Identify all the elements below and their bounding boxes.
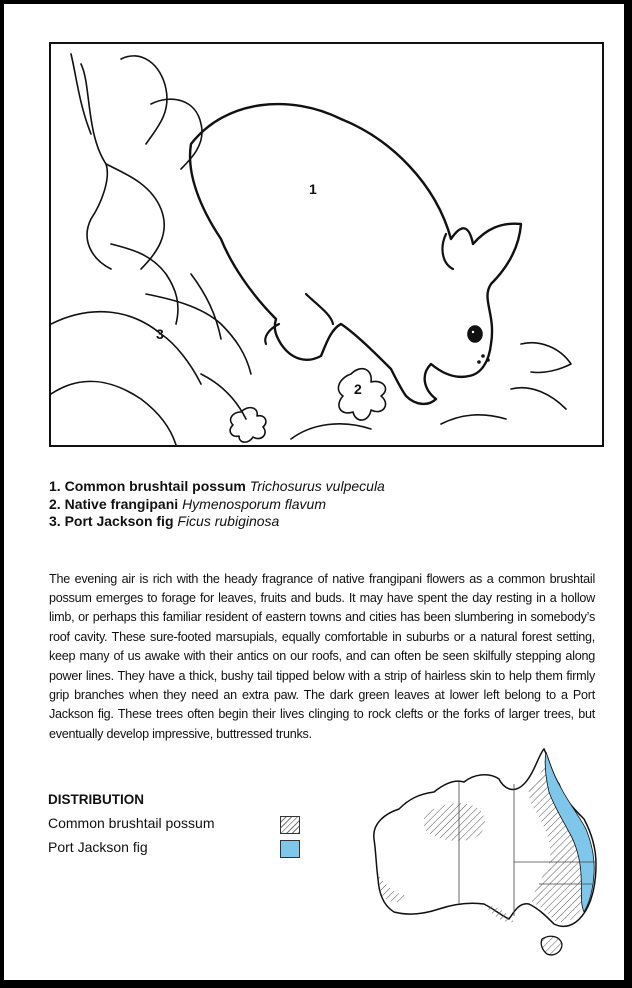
coloring-illustration bbox=[49, 42, 604, 447]
footer-strip bbox=[0, 980, 632, 988]
callout-1: 1 bbox=[309, 181, 317, 197]
callout-2: 2 bbox=[354, 381, 362, 397]
species-latin-name: Hymenosporum flavum bbox=[182, 495, 326, 512]
legend-label: Port Jackson fig bbox=[48, 839, 148, 855]
species-item bbox=[49, 478, 385, 496]
species-common-name: Native frangipani bbox=[64, 495, 179, 512]
legend-item-possum bbox=[48, 815, 215, 831]
species-number: 3. bbox=[49, 513, 61, 529]
legend-label: Common brushtail possum bbox=[48, 815, 215, 831]
species-list bbox=[49, 478, 385, 531]
legend-item-fig bbox=[48, 839, 148, 855]
species-common-name: Port Jackson fig bbox=[64, 513, 174, 529]
callout-3: 3 bbox=[156, 326, 164, 342]
species-number: 1. bbox=[49, 478, 61, 494]
species-number: 2. bbox=[49, 495, 61, 512]
hatched-swatch-icon bbox=[280, 816, 300, 834]
description-paragraph: The evening air is rich with the heady fragrance of native frangipani flowers as a common brushtail possum emerges to forage for leaves, fruits and buds. It may have spent the day resting in a hollow limb, or perhaps this familiar resident of eastern towns and cities has been slumbering in somebody’s roof cavity. These sure-footed marsupials, equally comfortable in suburbs or a natural forest setting, keep many of us awake with their antics on our roofs, and can often be seen skilfully stepping along power lines. They have a thick, bushy tail tipped below with a strip of hairless skin to help them firmly grip branches when they need an extra paw. The dark green leaves at lower left belong to a Port Jackson fig. These trees often begin their lives clinging to rock clefts or the forks of larger trees, but eventually develop impressive, buttressed trunks. bbox=[49, 571, 595, 741]
australia-map bbox=[364, 744, 604, 959]
blue-swatch-icon bbox=[280, 840, 300, 858]
page bbox=[4, 4, 624, 981]
species-item bbox=[49, 496, 385, 514]
distribution-heading: DISTRIBUTION bbox=[48, 792, 144, 807]
possum-line-drawing bbox=[51, 44, 602, 445]
species-latin-name: Ficus rubiginosa bbox=[177, 513, 280, 529]
species-latin-name: Trichosurus vulpecula bbox=[249, 478, 385, 494]
distribution-map bbox=[364, 744, 604, 964]
species-item bbox=[49, 513, 385, 531]
species-common-name: Common brushtail possum bbox=[64, 478, 246, 494]
